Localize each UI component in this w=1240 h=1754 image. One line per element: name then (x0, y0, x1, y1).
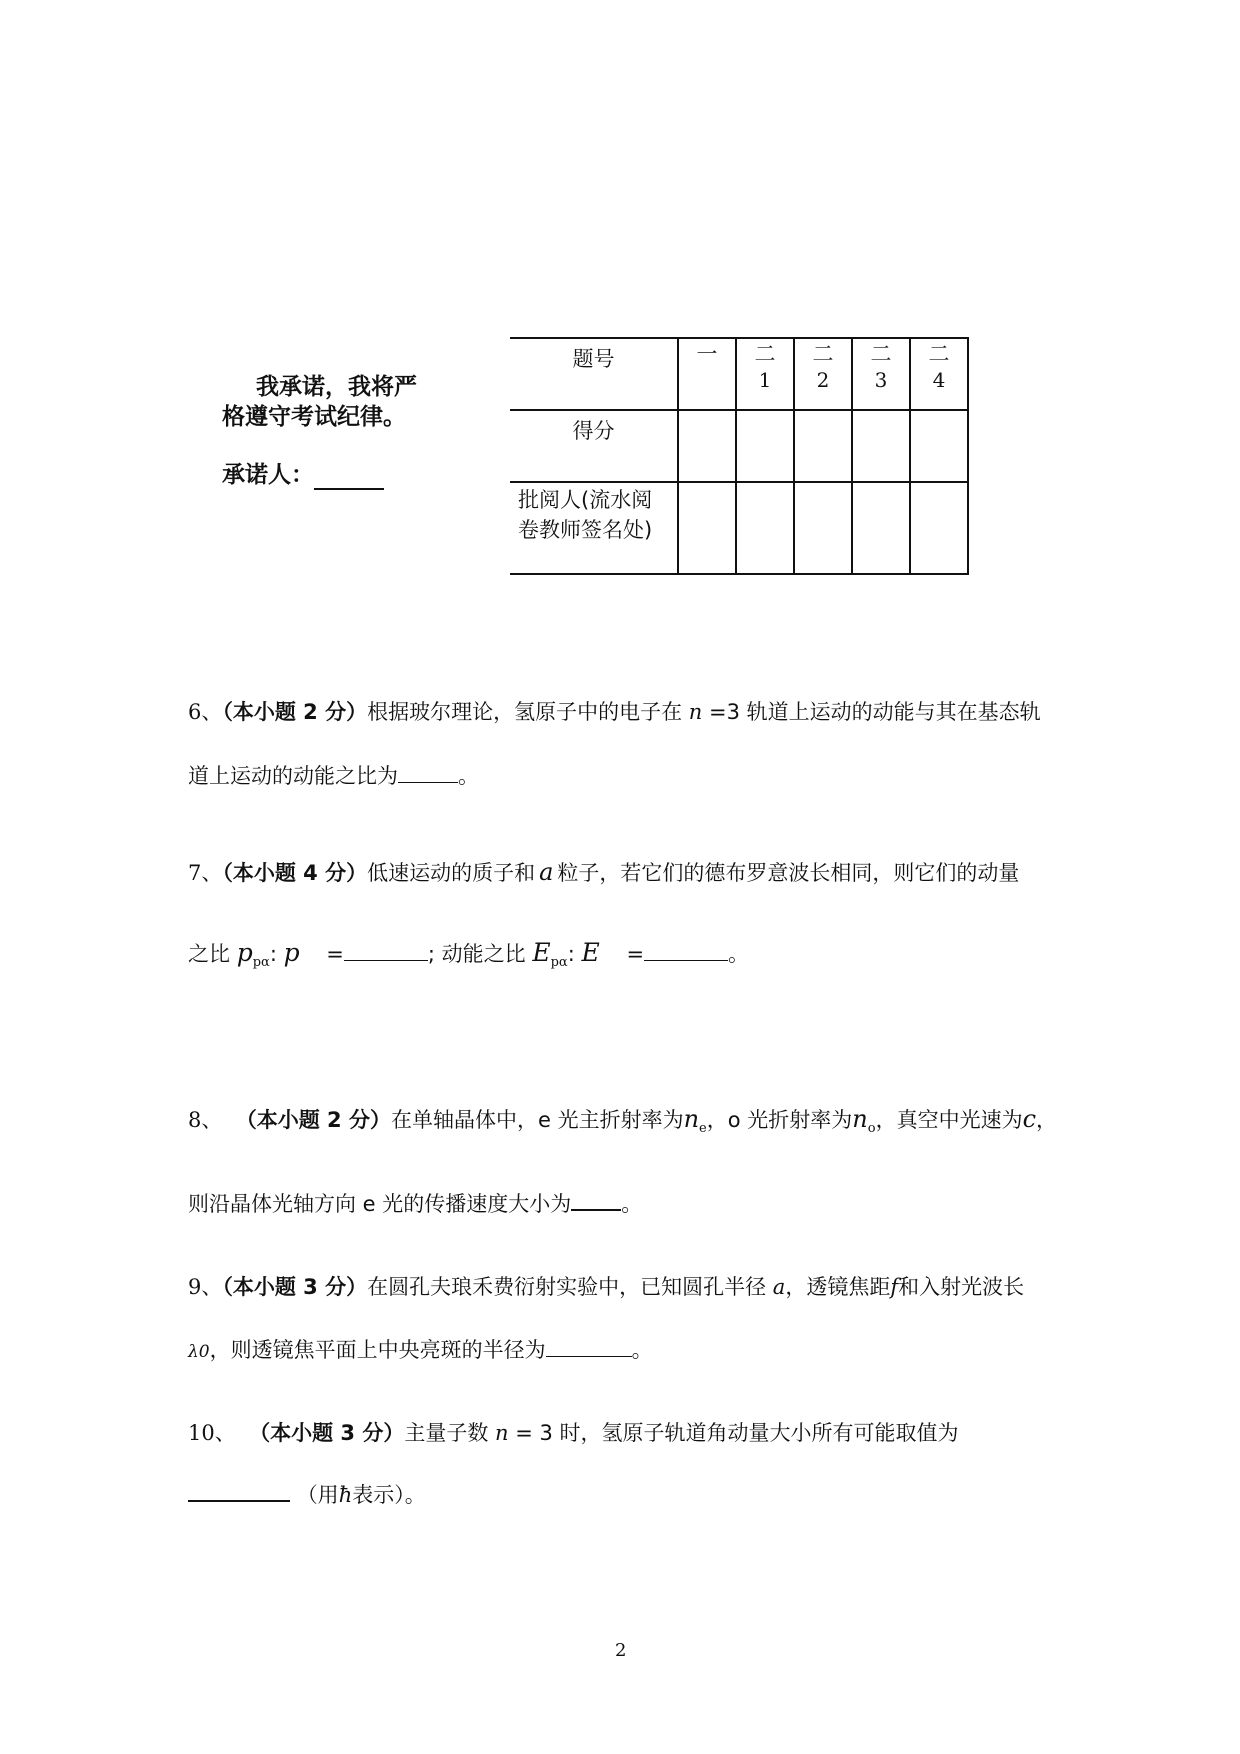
points: （本小题 2 分） (222, 700, 368, 724)
score-label-cell (510, 410, 678, 482)
answer-blank-q7-momentum[interactable] (344, 938, 428, 961)
col-head-3: 二 2 (794, 338, 852, 410)
points: （本小题 2 分） (235, 1108, 391, 1132)
score-cell[interactable] (910, 410, 968, 482)
answer-blank-q6[interactable] (398, 760, 458, 783)
pledge-block (222, 372, 417, 490)
answer-blank-q7-energy[interactable] (644, 938, 728, 961)
grader-cell[interactable] (852, 482, 910, 574)
page-number: 2 (615, 1640, 627, 1661)
score-cell[interactable] (852, 410, 910, 482)
col-head-4: 二 3 (852, 338, 910, 410)
answer-blank-q9[interactable] (546, 1334, 632, 1357)
col-head-1: 一 (678, 338, 736, 410)
grader-cell[interactable] (678, 482, 736, 574)
question-7-line-1: 7、（本小题 4 分）低速运动的质子和 a 粒子，若它们的德布罗意波长相同，则它们的动量 (188, 858, 1020, 886)
grader-label-cell (510, 482, 678, 574)
points: （本小题 4 分） (222, 861, 368, 885)
points: （本小题 3 分） (249, 1421, 405, 1445)
promiser-label: 承诺人： (222, 462, 314, 488)
hbar-symbol: ħ (338, 1483, 353, 1507)
question-10-line-1: 10、 （本小题 3 分）主量子数 n = 3 时，氢原子轨道角动量大小所有可能取值为 (188, 1421, 959, 1445)
header-label-cell (510, 338, 678, 410)
answer-blank-q8[interactable] (571, 1187, 621, 1211)
question-6-line-2: 道上运动的动能之比为 。 (188, 760, 479, 791)
table-row-grader (510, 482, 968, 574)
score-cell[interactable] (678, 410, 736, 482)
header-label: 题号 (572, 347, 615, 371)
question-6-line-1: 6、（本小题 2 分）根据玻尔理论，氢原子中的电子在 n =3 轨道上运动的动能与其在基态轨 (188, 700, 1041, 724)
alpha-symbol: a (539, 858, 554, 886)
table-row-score (510, 410, 968, 482)
score-cell[interactable] (794, 410, 852, 482)
question-8-line-1: 8、 （本小题 2 分）在单轴晶体中，e 光主折射率为$n_e$，o 光折射率为$n_o$，真空中光速为c， (188, 1105, 1058, 1137)
promiser-signature-blank[interactable] (314, 462, 384, 490)
question-10-line-2: （用ħ表示）。 (188, 1478, 426, 1510)
points: （本小题 3 分） (222, 1275, 368, 1299)
grader-cell[interactable] (736, 482, 794, 574)
question-7-line-2: 之比 $p_{p\alpha}$: p = ; 动能之比 $E_{p\alpha}$: E = 。 (188, 938, 750, 971)
table-row-header (510, 338, 968, 410)
pledge-line-2: 格遵守考试纪律。 (222, 404, 406, 430)
col-head-5: 二 4 (910, 338, 968, 410)
pledge-line-1: 我承诺，我将严 (256, 374, 417, 400)
grader-label: 批阅人(流水阅 卷教师签名处) (518, 488, 653, 542)
question-9-line-2: λ0，则透镜焦平面上中央亮斑的半径为 。 (188, 1334, 653, 1367)
grader-cell[interactable] (910, 482, 968, 574)
score-cell[interactable] (736, 410, 794, 482)
promiser-row (222, 460, 417, 490)
question-9-line-1: 9、（本小题 3 分）在圆孔夫琅禾费衍射实验中，已知圆孔半径 a，透镜焦距f和入射光波长 (188, 1275, 1025, 1299)
lambda-symbol: λ0 (188, 1342, 210, 1362)
question-8-line-2: 则沿晶体光轴方向 e 光的传播速度大小为 。 (188, 1187, 642, 1219)
score-label: 得分 (572, 419, 615, 443)
col-head-2: 二 1 (736, 338, 794, 410)
answer-blank-q10[interactable] (188, 1478, 290, 1502)
score-table (510, 337, 969, 575)
grader-cell[interactable] (794, 482, 852, 574)
